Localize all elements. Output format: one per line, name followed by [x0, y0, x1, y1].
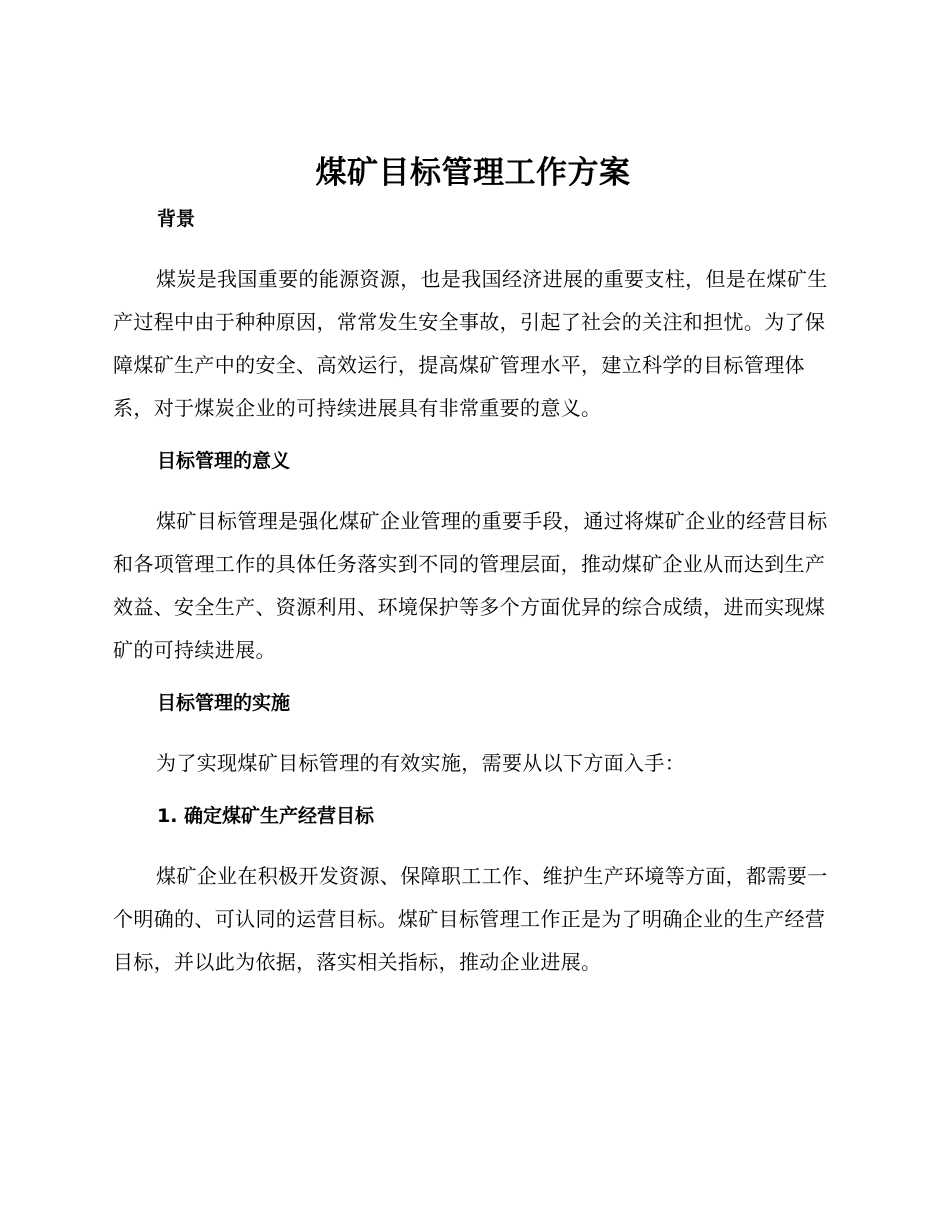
- paragraph-implementation: 为了实现煤矿目标管理的有效实施，需要从以下方面入手：: [156, 751, 686, 775]
- section-heading-background: 背景: [157, 208, 196, 230]
- section-heading-significance: 目标管理的意义: [157, 450, 291, 472]
- section-heading-implementation: 目标管理的实施: [157, 692, 291, 714]
- paragraph-significance: 煤矿目标管理是强化煤矿企业管理的重要手段，通过将煤矿企业的经营目标和各项管理工作的具体任务落实到不同的管理层面，推动煤矿企业从而达到生产效益、安全生产、资源利用、环境保护等多个方面优异的综合成绩，进而实现煤矿的可持续进展。: [113, 509, 828, 662]
- section-heading-goals: 1. 确定煤矿生产经营目标: [157, 805, 375, 827]
- document-title: 煤矿目标管理工作方案: [315, 155, 631, 191]
- document-page: [113, 148, 833, 984]
- paragraph-background: 煤炭是我国重要的能源资源，也是我国经济进展的重要支柱，但是在煤矿生产过程中由于种种原因，常常发生安全事故，引起了社会的关注和担忧。为了保障煤矿生产中的安全、高效运行，提高煤矿管理水平，建立科学的目标管理体系，对于煤炭企业的可持续进展具有非常重要的意义。: [113, 267, 828, 420]
- paragraph-goals: 煤矿企业在积极开发资源、保障职工工作、维护生产环境等方面，都需要一个明确的、可认同的运营目标。煤矿目标管理工作正是为了明确企业的生产经营目标，并以此为依据，落实相关指标，推动企业进展。: [113, 864, 828, 974]
